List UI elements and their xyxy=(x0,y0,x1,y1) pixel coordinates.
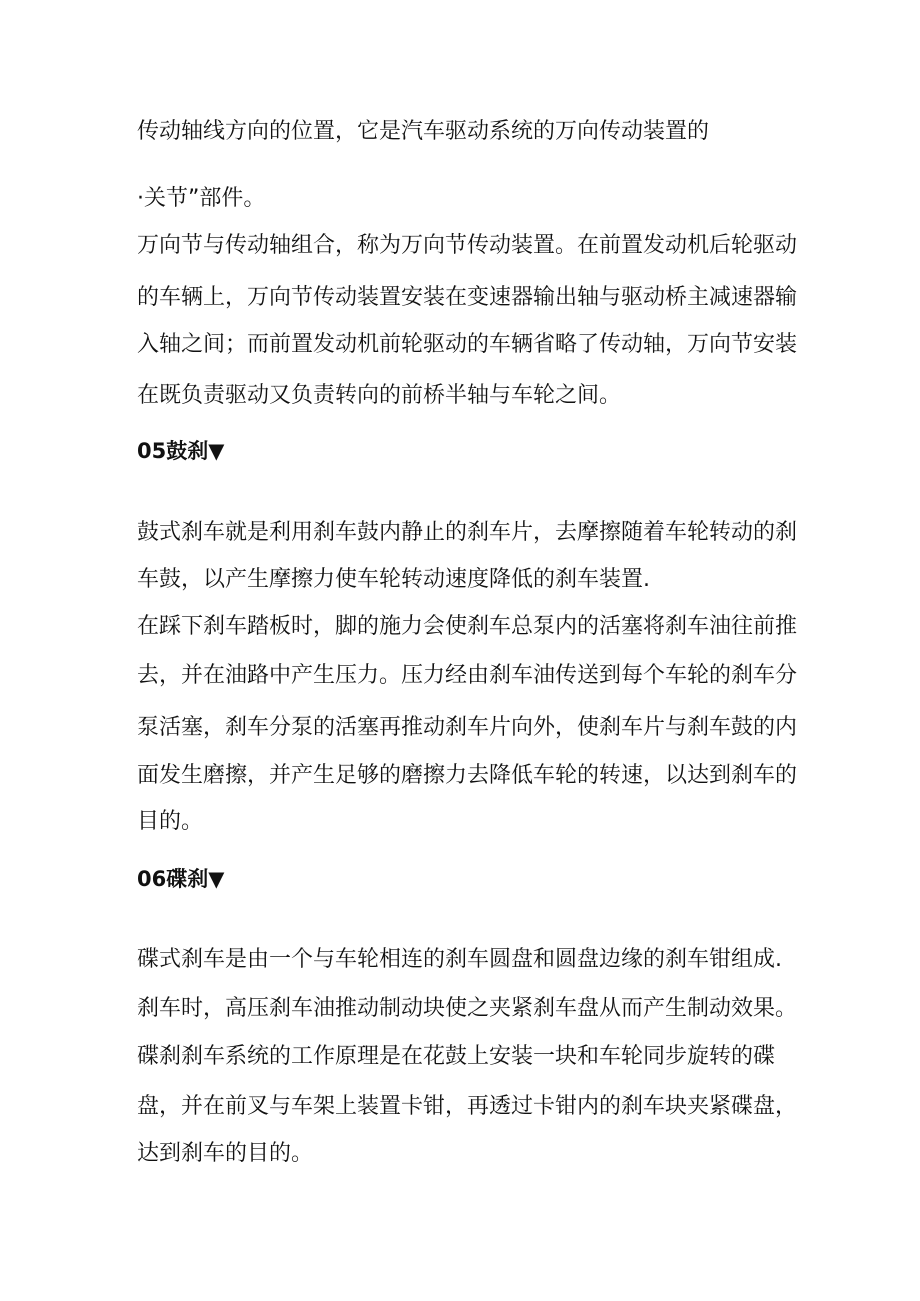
section-heading-disc-brake: 06碟刹▼ xyxy=(137,867,225,891)
paragraph-line: 刹车时，高压刹车油推动制动块使之夹紧刹车盘从而产生制动效果。 xyxy=(137,996,798,1021)
paragraph-line: 入轴之间；而前置发动机前轮驱动的车辆省略了传动轴，万向节安装 xyxy=(137,332,798,357)
paragraph-line: 万向节与传动轴组合，称为万向节传动装置。在前置发动机后轮驱动 xyxy=(137,233,798,258)
paragraph-line: ·关节”部件。 xyxy=(137,186,266,211)
paragraph-line: 泵活塞，刹车分泵的活塞再推动刹车片向外，使刹车片与刹车鼓的内 xyxy=(137,715,798,740)
paragraph-line: 传动轴线方向的位置，它是汽车驱动系统的万向传动装置的 xyxy=(137,119,710,144)
paragraph-line: 达到刹车的目的。 xyxy=(137,1141,314,1166)
paragraph-line: 碟式刹车是由一个与车轮相连的刹车圆盘和圆盘边缘的刹车钳组成. xyxy=(137,947,782,972)
paragraph-line: 鼓式刹车就是利用刹车鼓内静止的刹车片，去摩擦随着车轮转动的刹 xyxy=(137,520,798,545)
paragraph-line: 去，并在油路中产生压力。压力经由刹车油传送到每个车轮的刹车分 xyxy=(137,663,798,688)
paragraph-line: 面发生磨擦，并产生足够的磨擦力去降低车轮的转速，以达到刹车的 xyxy=(137,763,798,788)
paragraph-line: 碟刹刹车系统的工作原理是在花鼓上安装一块和车轮同步旋转的碟 xyxy=(137,1044,776,1069)
paragraph-line: 在踩下刹车踏板时，脚的施力会使刹车总泵内的活塞将刹车油往前推 xyxy=(137,614,798,639)
paragraph-line: 盘，并在前叉与车架上装置卡钳，再透过卡钳内的刹车块夹紧碟盘， xyxy=(137,1094,798,1119)
paragraph-line: 在既负责驱动又负责转向的前桥半轴与车轮之间。 xyxy=(137,383,622,408)
section-heading-drum-brake: 05鼓刹▼ xyxy=(137,439,225,463)
paragraph-line: 目的。 xyxy=(137,809,204,834)
paragraph-line: 的车辆上，万向节传动装置安装在变速器输出轴与驱动桥主减速器输 xyxy=(137,285,798,310)
paragraph-line: 车鼓，以产生摩擦力使车轮转动速度降低的刹车装置. xyxy=(137,567,650,592)
